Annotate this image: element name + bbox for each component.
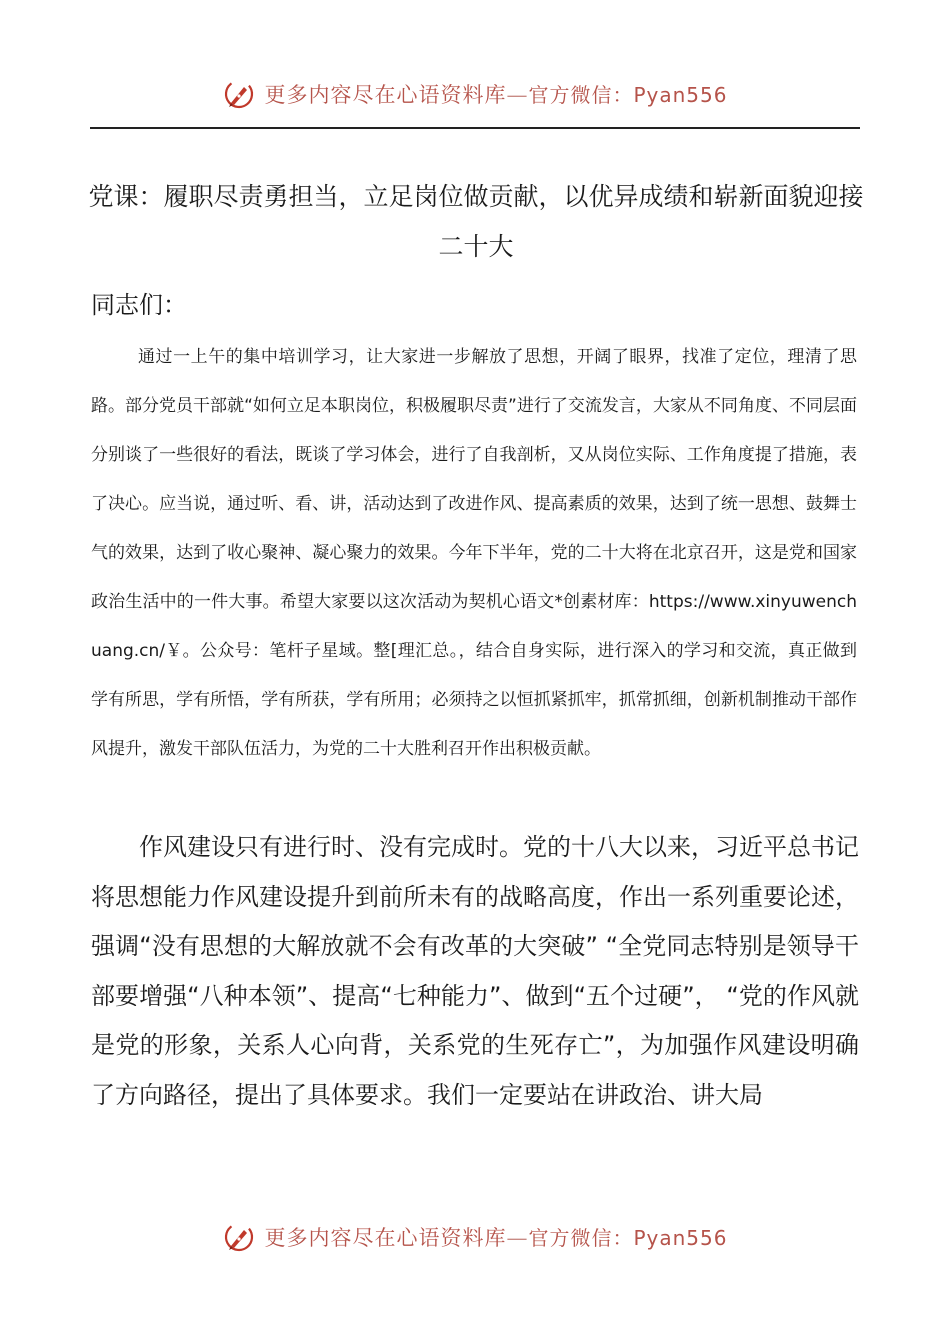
salutation: 同志们： bbox=[91, 291, 187, 319]
banner-site-name: 更多内容尽在心语资料库 bbox=[264, 1226, 507, 1250]
banner-text bbox=[264, 79, 727, 109]
page-footer-banner bbox=[0, 1217, 950, 1257]
body-paragraph-1: 通过一上午的集中培训学习，让大家进一步解放了思想，开阔了眼界，找准了定位，理清了思路。部分党员干部就“如何立足本职岗位，积极履职尽责”进行了交流发言，大家从不同角度、不同层面分别谈了一些很好的看法，既谈了学习体会，进行了自我剖析，又从岗位实际、工作角度提了措施，表了决心。应当说，通过听、看、讲，活动达到了改进作风、提高素质的效果，达到了统一思想、鼓舞士气的效果，达到了收心聚神、凝心聚力的效果。今年下半年，党的二十大将在北京召开，这是党和国家政治生活中的一件大事。希望大家要以这次活动为契机心语文*创素材库：https://www.xinyuwenchuang.cn/￥。公众号：笔杆子星域。整[理汇总。，结合自身实际，进行深入的学习和交流，真正做到学有所思，学有所悟，学有所获，学有所用；必须持之以恒抓紧抓牢，抓常抓细，创新机制推动干部作风提升，激发干部队伍活力，为党的二十大胜利召开作出积极贡献。 bbox=[91, 347, 857, 759]
banner-site-name: 更多内容尽在心语资料库 bbox=[264, 83, 507, 107]
banner-text bbox=[264, 1222, 727, 1252]
document-title: 党课：履职尽责勇担当，立足岗位做贡献，以优异成绩和崭新面貌迎接二十大 bbox=[88, 182, 864, 261]
banner-separator: — bbox=[506, 1226, 529, 1250]
page-header-banner bbox=[0, 74, 950, 114]
banner-separator: — bbox=[506, 83, 529, 107]
banner-contact: 官方微信：Pyan556 bbox=[528, 1226, 728, 1250]
banner-contact: 官方微信：Pyan556 bbox=[528, 83, 728, 107]
body-paragraph-2: 作风建设只有进行时、没有完成时。党的十八大以来，习近平总书记将思想能力作风建设提升到前所未有的战略高度，作出一系列重要论述，强调“没有思想的大解放就不会有改革的大突破” “全党同志特别是领导干部要增强“八种本领”、提高“七种能力”、做到“五个过硬”， “党的作风就是党的形象，关系人心向背，关系党的生死存亡”，为加强作风建设明确了方向路径，提出了具体要求。我们一定要站在讲政治、讲大局 bbox=[91, 833, 859, 1109]
pen-nib-logo-icon bbox=[222, 77, 256, 111]
header-divider bbox=[90, 127, 860, 129]
pen-nib-logo-icon bbox=[222, 1220, 256, 1254]
